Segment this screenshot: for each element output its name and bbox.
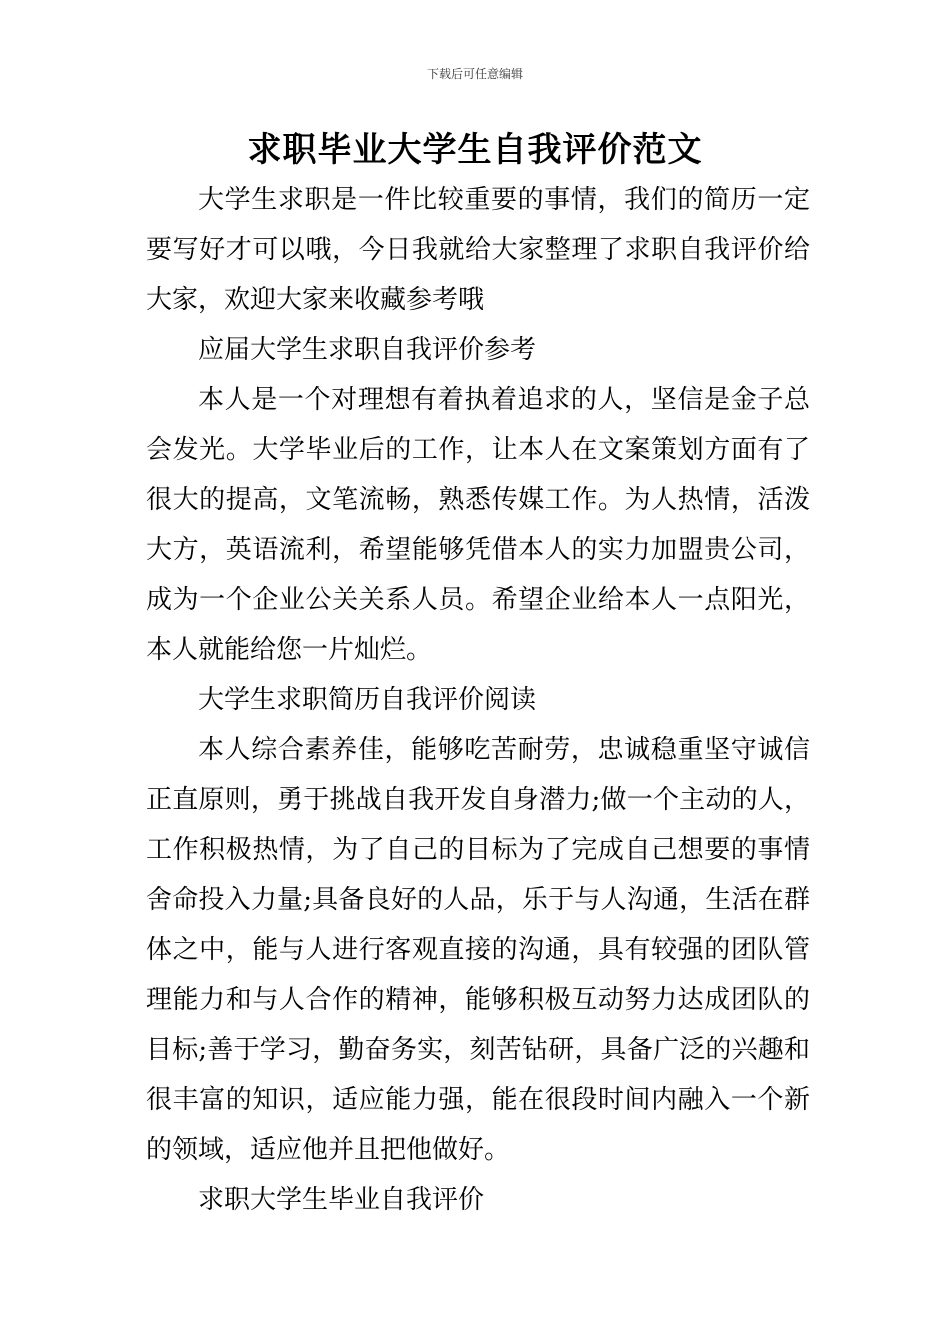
section-heading: 大学生求职简历自我评价阅读 — [198, 685, 537, 715]
section-heading: 应届大学生求职自我评价参考 — [198, 335, 537, 365]
intro-paragraph: 大学生求职是一件比较重要的事情，我们的简历一定要写好才可以哦，今日我就给大家整理了求职自我评价给大家，欢迎大家来收藏参考哦 — [146, 185, 810, 315]
body-paragraph: 本人综合素养佳，能够吃苦耐劳，忠诚稳重坚守诚信正直原则，勇于挑战自我开发自身潜力;做一个主动的人，工作积极热情，为了自己的目标为了完成自己想要的事情舍命投入力量;具备良好的人品，乐于与人沟通，生活在群体之中，能与人进行客观直接的沟通，具有较强的团队管理能力和与人合作的精神，能够积极互动努力达成团队的目标;善于学习，勤奋务实，刻苦钻研，具备广泛的兴趣和很丰富的知识，适应能力强，能在很段时间内融入一个新的领域，适应他并且把他做好。 — [146, 735, 810, 1165]
section-heading: 求职大学生毕业自我评价 — [198, 1185, 485, 1215]
body-paragraph: 本人是一个对理想有着执着追求的人，坚信是金子总会发光。大学毕业后的工作，让本人在文案策划方面有了很大的提高，文笔流畅，熟悉传媒工作。为人热情，活泼大方，英语流利，希望能够凭借本人的实力加盟贵公司，成为一个企业公关关系人员。希望企业给本人一点阳光，本人就能给您一片灿烂。 — [146, 385, 810, 665]
header-note: 下载后可任意编辑 — [426, 67, 523, 81]
document-body — [146, 175, 810, 1225]
document-title: 求职毕业大学生自我评价范文 — [247, 130, 703, 170]
